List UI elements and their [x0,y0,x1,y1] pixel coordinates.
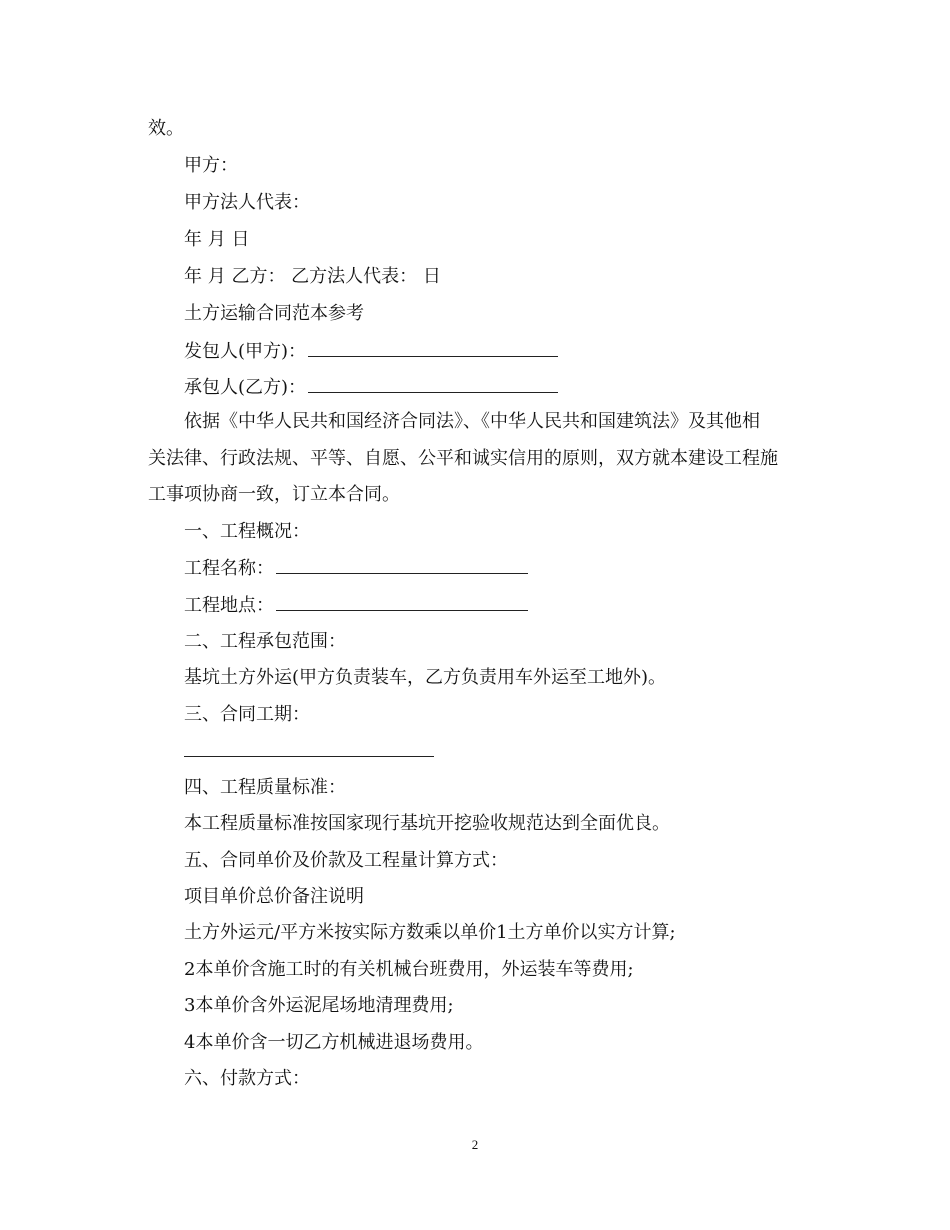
party-a-label: 甲方： [184,155,238,176]
date-line: 年 月 日 [184,229,250,250]
contract-title: 土方运输合同范本参考 [184,303,364,324]
contractor-label: 承包人(乙方)： [184,377,307,398]
price-item-1: 土方外运元/平方米按实际方数乘以单价1土方单价以实方计算; [184,922,676,943]
contractor-field-row [184,376,864,400]
section-4-heading: 四、工程质量标准： [184,777,346,798]
price-item-4: 4本单价含一切乙方机械进退场费用。 [184,1032,484,1053]
section-3-heading: 三、合同工期： [184,704,310,725]
project-location-row [184,594,864,618]
quality-text: 本工程质量标准按国家现行基坑开挖验收规范达到全面优良。 [184,813,670,834]
preamble-line-1: 依据《中华人民共和国经济合同法》、《中华人民共和国建筑法》及其他相 [184,411,760,432]
preamble-line-3: 工事项协商一致，订立本合同。 [148,484,400,505]
price-item-3: 3本单价含外运泥尾场地清理费用; [184,995,454,1016]
price-item-2: 2本单价含施工时的有关机械台班费用，外运装车等费用; [184,959,634,980]
employer-field-row [184,340,864,364]
section-5-heading: 五、合同单价及价款及工程量计算方式： [184,850,508,871]
project-location-label: 工程地点： [184,595,274,616]
price-table-header: 项目单价总价备注说明 [184,886,364,907]
party-a-representative-label: 甲方法人代表： [184,192,310,213]
section-6-heading: 六、付款方式： [184,1068,310,1089]
employer-label: 发包人(甲方)： [184,341,307,362]
project-name-label: 工程名称： [184,558,274,579]
project-location-blank [276,594,528,611]
page-number: 2 [471,1137,479,1152]
preamble-line-2: 关法律、行政法规、平等、自愿、公平和诚实信用的原则，双方就本建设工程施 [148,448,778,469]
scope-text: 基坑土方外运(甲方负责装车，乙方负责用车外运至工地外)。 [184,667,667,688]
duration-blank [184,740,434,757]
contractor-blank [308,376,558,393]
party-b-signature-line: 年 月 乙方： 乙方法人代表： 日 [184,266,441,287]
paragraph-end: 效。 [148,118,184,139]
project-name-blank [276,557,528,574]
section-1-heading: 一、工程概况： [184,521,310,542]
section-2-heading: 二、工程承包范围： [184,631,346,652]
employer-blank [308,340,558,357]
duration-row [184,740,864,764]
project-name-row [184,557,864,581]
